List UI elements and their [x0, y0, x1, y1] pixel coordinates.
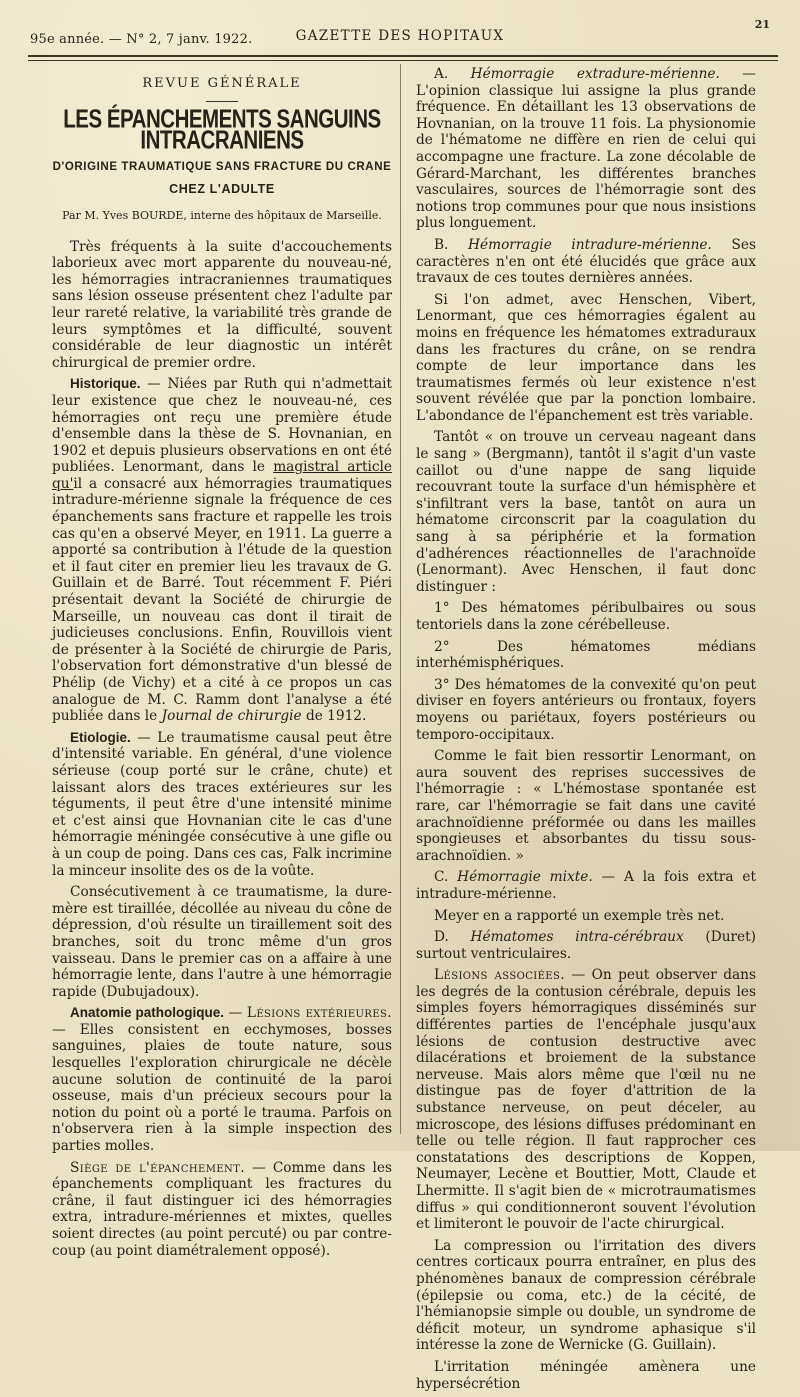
paragraph-text: — On peut observer dans les degrés de la contusion cérébrale, depuis les simples foyers hémorragiques disséminés sur différentes parties de l'encéphale jusqu'aux lésions de contusion destructive avec dilacérations et broiement de la substance nerveuse. Mais alors même que l'œil nu ne distingue pas de foyer d'attrition de la substance nerveuse, on peut déceler, au microscope, des lésions diffuses prédominant en telle ou telle région. Il faut rapprocher ces constatations des descriptions de Koppen, Neumayer, Lecène et Bouttier, Mott, Claude et Lhermitte. Il s'agit bien de « microtraumatismes diffus » qui conditionneront souvent l'évolution et limiteront le pouvoir de l'acte chirurgical.: [416, 967, 756, 1233]
article-title: LES ÉPANCHEMENTS SANGUINS INTRACRANIENS: [63, 104, 381, 154]
rubric-rule: [206, 101, 238, 102]
list-item: 3° Des hématomes de la convexité qu'on peut diviser en foyers antérieurs ou frontaux, foyers moyens ou pariétaux, foyers postérieurs ou temporo-occipitaux.: [416, 676, 756, 743]
header-rule: [28, 55, 778, 57]
paragraph-text: — Le traumatisme causal peut être d'intensité variable. En général, d'une violence sérieuse (coup porté sur le crâne, chute) et laissant alors des traces extérieures sur les téguments, il peut être d'une intensité minime et c'est ainsi que Hovnanian cite le cas d'une hémorragie méningée consécutive à une gifle ou à un coup de poing. Dans ces cas, Falk incrimine la minceur insolite des os de la voûte.: [52, 729, 392, 879]
item-heading: Hémorragie intradure-mérienne.: [468, 236, 712, 253]
article-subtitle-2: CHEZ L'ADULTE: [169, 182, 275, 197]
item-label: D.: [434, 929, 471, 946]
underlined-text: magistral article qu': [52, 459, 392, 492]
paragraph-text: — Elles consistent en ecchymoses, bosses sanguines, plaies de toute nature, sous lesquelles l'exploration chirurgicale ne décèle aucune solution de continuité de la paroi osseuse, mais d'un précieux secours pour la notion du point où a porté le trauma. Parfois on n'observera rien à la simple inspection des parties molles.: [52, 1021, 392, 1155]
consecutivement-paragraph: Consécutivement à ce traumatisme, la dure-mère est tiraillée, décollée au niveau du cône de dépression, d'où résulte un tiraillement soit des branches, soit du tronc même d'un gros vaisseau. Dans le premier cas on a affaire à une hémorragie lente, dans l'autre à une hémorragie rapide (Dubujadoux).: [52, 884, 392, 1000]
item-heading: Hématomes intra-cérébraux: [470, 929, 684, 946]
list-item: 2° Des hématomes médians interhémisphériques.: [416, 638, 756, 672]
section-heading: Etiologie.: [70, 729, 131, 745]
section-heading: Historique.: [70, 376, 141, 392]
author-line: Par M. Yves BOURDE, interne des hôpitaux de Marseille.: [62, 208, 382, 222]
paragraph-text: (Duret) surtout ventriculaires.: [416, 929, 756, 962]
paragraph-text: Ses caractères n'en ont été élucidés que grâce aux travaux de ces toutes dernières années.: [416, 236, 756, 287]
paragraph-text: —: [223, 1005, 247, 1022]
subsection-heading: Lésions associées.: [434, 967, 565, 984]
item-label: B.: [434, 236, 469, 253]
intracerebraux-paragraph: [416, 929, 756, 962]
left-column: [52, 70, 392, 1264]
lenormant-paragraph: Comme le fait bien ressortir Lenormant, on aura souvent des reprises successives de l'hémorragie : « L'hémostase spontanée est rare, car l'hémorragie se fait dans une cavité arachnoïdienne préformée ou dans les mailles spongieuses et absorbantes du tissu sous-arachnoïdien. »: [416, 748, 756, 864]
etiologie-paragraph: [52, 730, 392, 879]
paragraph-text: — Comme dans les épanchements compliquant les fractures du crâne, il faut distinguer ici des hémorragies extra, intradure-mériennes et mixtes, quelles soient directes (au point percuté) ou par contre-coup (au point diamétralement opposé).: [52, 1159, 392, 1259]
extradure-paragraph: [416, 66, 756, 232]
section-heading: Anatomie pathologique.: [70, 1005, 224, 1021]
paragraph-text: il a consacré aux hémorragies traumatiques intradure-mérienne signale la fréquence de ces épanchements sans fracture et rappelle les trois cas qu'en a observé Meyer, en 1911. La guerre a apporté sa contribution à l'étude de la question et il faut citer en premier lieu les travaux de G. Guillain et de Barré. Tout récemment F. Piéri présentait devant la Société de chirurgie de Marseille, un nouveau cas dont il tirait de judicieuses conclusions. Enfin, Rouvillois vient de présenter à la Société de chirurgie de Paris, l'observation fort démonstrative d'un blessé de Phélip (de Vichy) et a cité à ce propos un cas analogue de M. C. Ramm dont l'analyse a été publiée dans le: [52, 475, 392, 725]
tantot-paragraph: Tantôt « on trouve un cerveau nageant dans le sang » (Bergmann), tantôt il s'agit d'un vaste caillot ou d'une nappe de sang liquide recouvrant toute la surface d'un hémisphère et s'infiltrant vers la base, tantôt on aura un hématome circonscrit par la coagulation du sang à sa périphérie et la formation d'adhérences réactionnelles de l'arachnoïde (Lenormant). Avec Henschen, il faut donc distinguer :: [416, 429, 756, 595]
article-subtitle: D'ORIGINE TRAUMATIQUE SANS FRACTURE DU CRANE: [52, 160, 392, 173]
page-header: [30, 18, 770, 47]
header-rule-thin: [28, 60, 778, 61]
intro-paragraph: Très fréquents à la suite d'accouchements laborieux avec mort apparente du nouveau-né, les hémorragies intracraniennes traumatiques sans lésion osseuse présentent chez l'adulte par leur rareté relative, la variabilité très grande de leurs symptômes et la difficulté, souvent considérable de leur diagnostic un intérêt chirurgical de premier ordre.: [52, 238, 392, 371]
rubric: REVUE GÉNÉRALE: [142, 76, 302, 91]
anatomie-paragraph: [52, 1005, 392, 1154]
item-heading: Hémorragie mixte.: [457, 869, 593, 886]
historique-paragraph: [52, 376, 392, 724]
intradure-paragraph: [416, 237, 756, 287]
lesions-associees-paragraph: [416, 967, 756, 1233]
right-column: [416, 66, 756, 1397]
column-divider: [400, 64, 401, 1134]
item-heading: Hémorragie extradure-mérienne.: [470, 66, 720, 82]
list-item: 1° Des hématomes péribulbaires ou sous tentoriels dans la zone cérébelleuse.: [416, 600, 756, 633]
item-label: C.: [434, 869, 458, 886]
irritation-paragraph: L'irritation méningée amènera une hypersécrétion: [416, 1358, 756, 1392]
page-number: 21: [754, 18, 770, 31]
compression-paragraph: La compression ou l'irritation des divers centres corticaux pourra entraîner, en plus des phénomènes banaux de compression cérébrale (épilepsie ou coma, etc.) de la cécité, de l'hémianopsie simple ou double, un syndrome de déficit moteur, un syndrome aphasique s'il intéresse la zone de Wernicke (G. Guillain).: [416, 1237, 756, 1354]
siege-paragraph: [52, 1160, 392, 1260]
subsection-heading: Lésions extérieures.: [246, 1005, 393, 1022]
issue-info: 95e année. — N° 2, 7 janv. 1922.: [30, 32, 253, 47]
paragraph-text: — L'opinion classique lui assigne la plus grande fréquence. En détaillant les 13 observations de Hovnanian, on la trouve 11 fois. La physionomie de l'hématome ne diffère en rien de celui qui accompagne une fracture. La zone décolable de Gérard-Marchant, les différentes branches vasculaires, sources de l'hémorragie sont des notions trop communes pour que nous insistions plus longuement.: [416, 66, 756, 232]
journal-title: GAZETTE DES HOPITAUX: [295, 28, 505, 44]
journal-reference: Journal de chirurgie: [161, 708, 302, 725]
subsection-heading: Siège de l'épanchement.: [70, 1159, 246, 1176]
paragraph-text: — Niées par Ruth qui n'admettait leur existence que chez le nouveau-né, ces hémorragies ont reçu une première étude d'ensemble dans la thèse de S. Hovnanian, en 1902 et depuis plusieurs observations en ont été publiées. Lenormant, dans le: [52, 376, 392, 476]
meyer-paragraph: Meyer en a rapporté un exemple très net.: [434, 907, 725, 924]
item-label: A.: [434, 66, 471, 82]
paragraph-text: — A la fois extra et intradure-mérienne.: [416, 869, 756, 902]
paragraph-text: de 1912.: [301, 708, 367, 725]
mixte-paragraph: [416, 869, 756, 902]
henschen-paragraph: Si l'on admet, avec Henschen, Vibert, Lenormant, que ces hémorragies égalent au moins en fréquence les hématomes extraduraux dans les fractures du crâne, on se rendra compte de leur importance dans les traumatismes fermés où leur existence n'est souvent révélée que par la ponction lombaire. L'abondance de l'épanchement est très variable.: [416, 291, 756, 424]
